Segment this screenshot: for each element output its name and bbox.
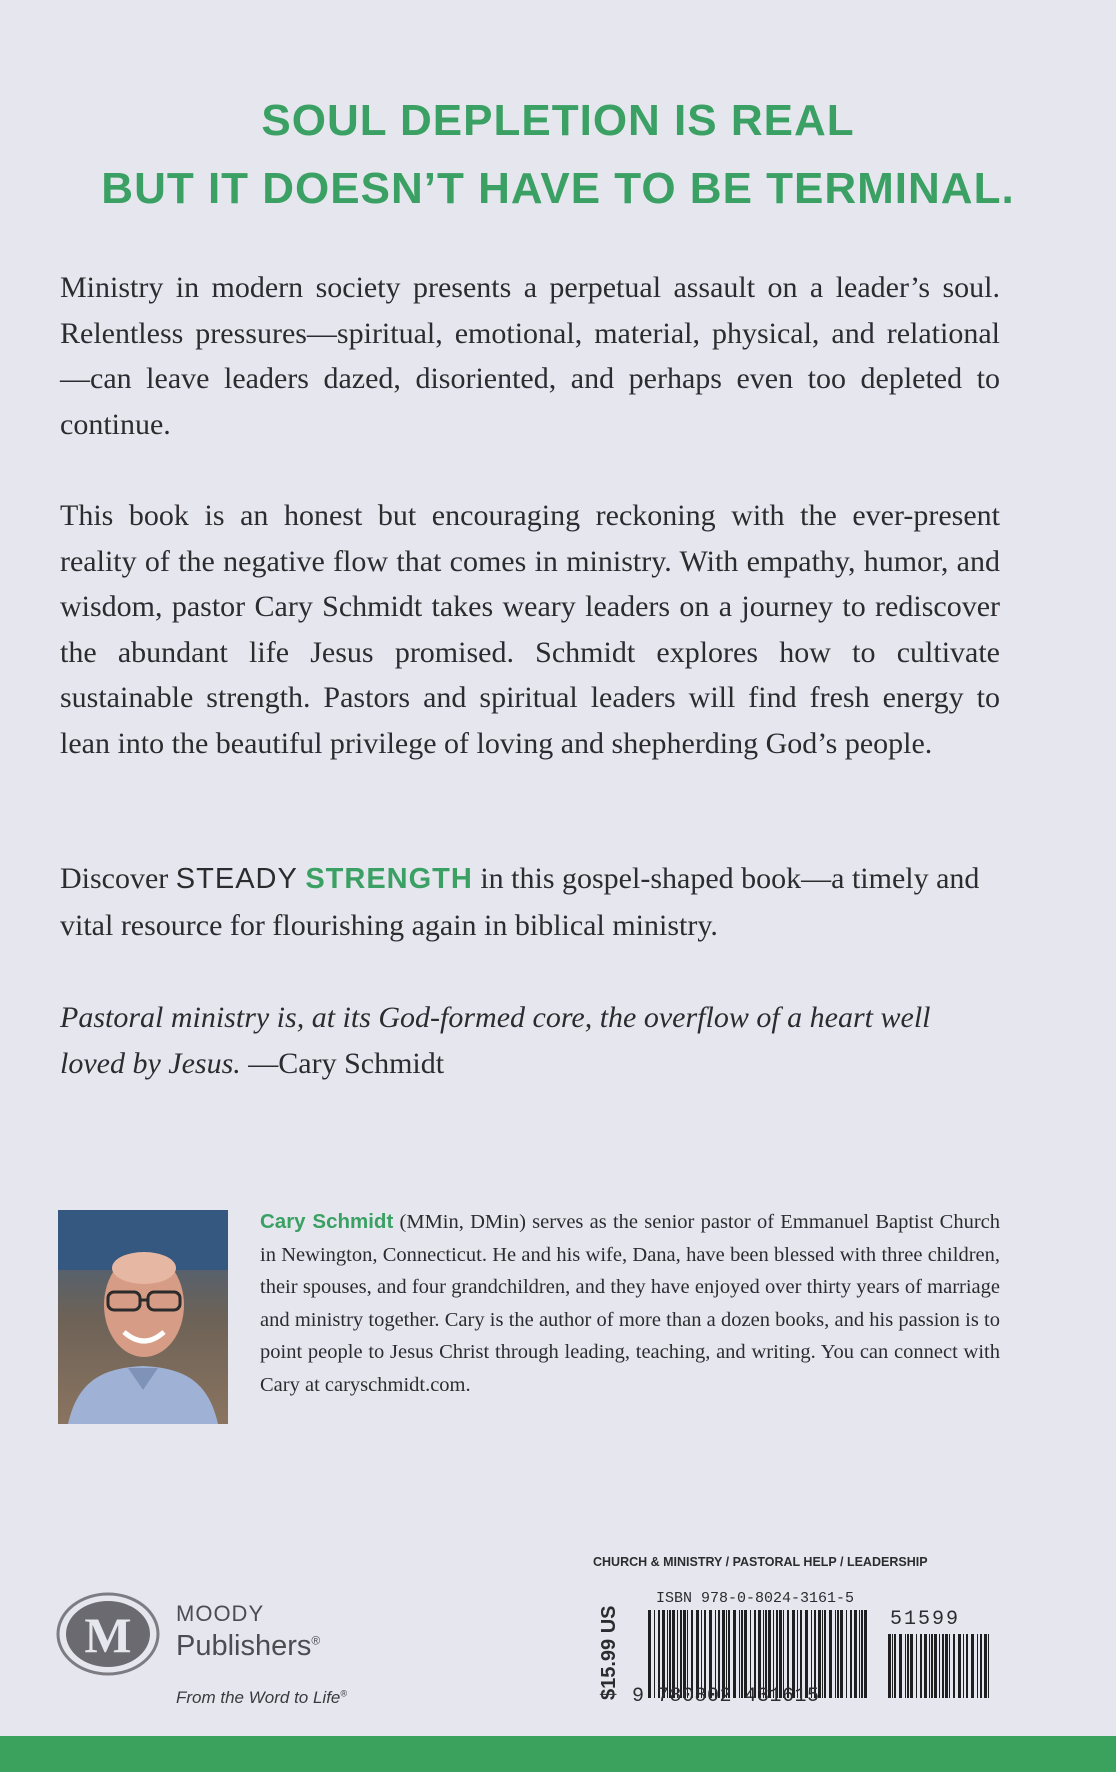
barcode-digits: 9 780802 431615 xyxy=(632,1685,820,1708)
publisher-name-line-2 xyxy=(176,1630,320,1663)
price-addon-digits: 51599 xyxy=(890,1608,961,1631)
author-bio-text: (MMin, DMin) serves as the senior pastor of Emmanuel Baptist Church in Newington, Connecticut. He and his wife, Dana, have been blessed with three children, their spouses, and four grandchildren, and they have enjoyed over thirty years of marriage and ministry together. Cary is the author of more than a dozen books, and his passion is to point people to Jesus Christ through leading, teaching, and writing. You can connect with Cary at caryschmidt.com. xyxy=(260,1211,1000,1396)
bottom-color-band xyxy=(0,1736,1116,1772)
discover-text-continued: in this gospel-shaped book—a timely and vital resource for flourishing again in biblical ministry. xyxy=(60,862,980,942)
publisher-word: Publishers xyxy=(176,1630,312,1662)
quote-attribution: —Cary Schmidt xyxy=(240,1046,445,1080)
description-paragraph-1: Ministry in modern society presents a perpetual assault on a leader’s soul. Relentless pressures—spiritual, emotional, material, physical, and relational—can leave leaders dazed, disoriented, and perhaps even too depleted to continue. xyxy=(60,271,1000,441)
author-bio xyxy=(260,1206,1000,1401)
description-paragraph-3 xyxy=(60,856,1000,948)
moody-logo-icon xyxy=(56,1590,166,1678)
price-label: $15.99 US xyxy=(598,1605,620,1700)
author-photo xyxy=(58,1210,228,1424)
book-title-steady: STEADY xyxy=(175,863,298,895)
logo-letter: M xyxy=(84,1607,132,1663)
category-label: CHURCH & MINISTRY / PASTORAL HELP / LEADERSHIP xyxy=(593,1555,928,1569)
headline-line-2: BUT IT DOESN’T HAVE TO BE TERMINAL. xyxy=(101,164,1015,213)
isbn-label: ISBN 978-0-8024-3161-5 xyxy=(656,1590,855,1607)
author-name: Cary Schmidt xyxy=(260,1210,394,1233)
description-paragraph-2: This book is an honest but encouraging reckoning with the ever-present reality of the negative flow that comes in ministry. With empathy, humor, and wisdom, pastor Cary Schmidt takes weary leaders on a journey to rediscover the abundant life Jesus promised. Schmidt explores how to cultivate sustainable strength. Pastors and spiritual leaders will find fresh energy to lean into the beautiful privilege of loving and shepherding God’s people. xyxy=(60,499,1000,760)
tagline-registered-mark: ® xyxy=(340,1688,348,1699)
registered-mark: ® xyxy=(311,1633,321,1648)
tagline-text: From the Word to Life xyxy=(176,1688,341,1707)
publisher-tagline xyxy=(176,1688,347,1708)
quote-text: Pastoral ministry is, at its God-formed core, the overflow of a heart well loved by Jesus. xyxy=(60,1001,931,1080)
pull-quote xyxy=(60,995,1000,1086)
book-title-strength: STRENGTH xyxy=(305,863,473,895)
addon-barcode-icon xyxy=(888,1634,990,1698)
discover-text: Discover xyxy=(60,862,176,895)
headline-line-1: SOUL DEPLETION IS REAL xyxy=(261,96,855,145)
publisher-name-line-1: MOODY xyxy=(176,1601,265,1626)
